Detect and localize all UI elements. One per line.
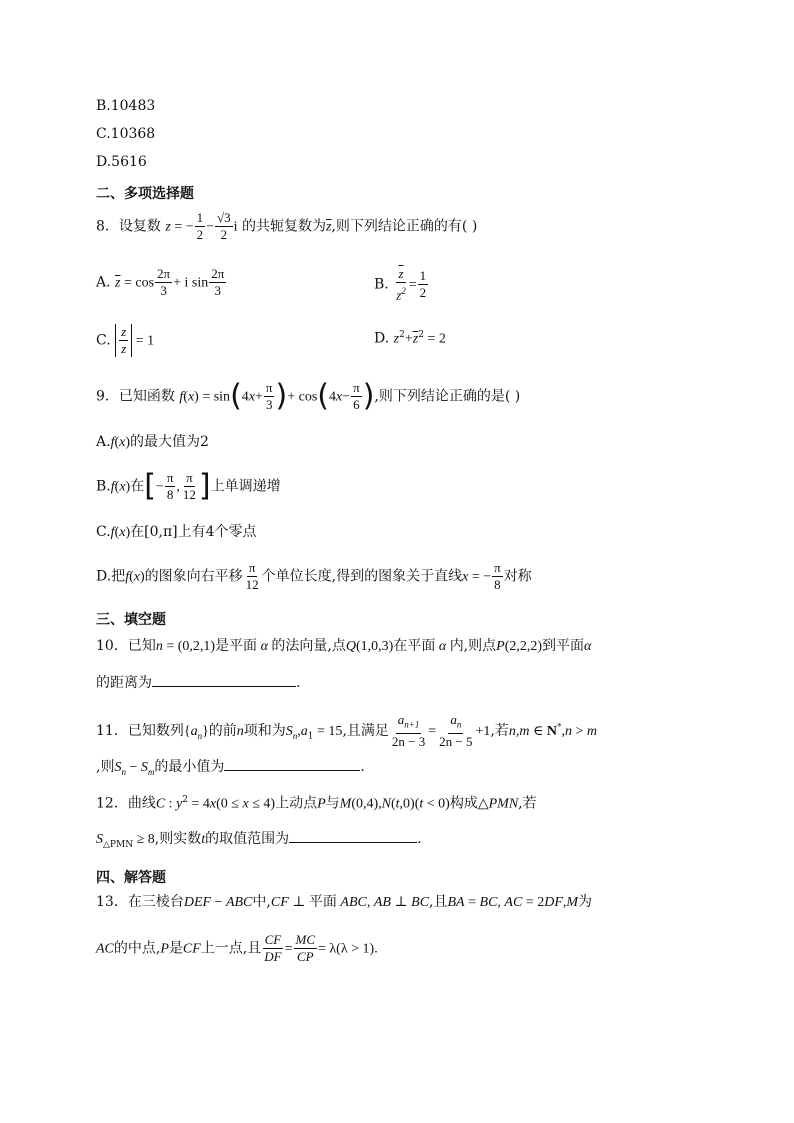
q13-text-line2-c: 上一点,且 <box>200 940 262 957</box>
q10-line1: 10．已知n = (0,2,1)是平面 α 的法向量,点Q(1,0,3)在平面 α 内,则点P(2,2,2)到平面α <box>96 638 592 654</box>
q13-line2: AC的中点,P是CF上一点,且 $\frac{CF}{DF}$ = $\frac{MC}{CP}$ = λ(λ > 1). <box>96 932 378 964</box>
q11-line2: ,则$S_n - S_m$的最小值为 . <box>96 756 365 782</box>
q9-option-a: A.f(x)的最大值为2 <box>96 434 209 450</box>
q7-option-c: C.10368 <box>96 126 156 142</box>
q13-text-b: 中, <box>252 894 271 910</box>
q8-option-c: C. $\frac{z}{z}$ = 1 <box>96 324 155 356</box>
section-heading-answer: 四、解答题 <box>96 870 166 886</box>
q11-answer-blank <box>224 756 360 771</box>
q9-option-d-mid2: 个单位长度,得到的图象关于直线 <box>261 568 463 585</box>
q12-text-c: 与 <box>325 795 340 812</box>
q9-option-c-text: 在[0,π]上有4个零点 <box>130 524 257 540</box>
q8-option-a: A. $\overline{z} = \cos$ $\frac{2\pi}{3}$ + i sin $\frac{2\pi}{3}$ <box>96 266 225 298</box>
q10-text-f: 到平面 <box>542 638 585 654</box>
q9-option-b-mid: 在 <box>130 478 145 495</box>
section-heading-fill-blank: 三、填空题 <box>96 612 166 628</box>
q9-option-a-text: 的最大值为2 <box>130 434 209 450</box>
q11-text-a: 11．已知数列 <box>96 722 184 739</box>
q8-text-b: ,则下列结论正确的有( ) <box>331 218 478 235</box>
q11-text-e: ,若 <box>490 722 509 739</box>
q12-text-d: 构成 <box>449 795 478 812</box>
q9-option-b: B.f(x)在[− $\frac{\pi}{8}$ , $\frac{\pi}{12}$ ]上单调递增 <box>96 468 281 504</box>
q7-option-b: B.10483 <box>96 98 156 114</box>
q9-option-c-label: C. <box>96 524 111 540</box>
q13-text-c: 平面 <box>308 894 337 910</box>
q8-option-a-label: A. <box>96 274 111 291</box>
q9-option-d-mid: 的图象向右平移 <box>144 568 243 585</box>
q10-answer-blank <box>152 672 296 687</box>
q11-text-d: ,且满足 <box>342 722 389 739</box>
q12-line1: 12．曲线C : $y^2 = 4x(0 \le x \le 4)$上动点P与M(0,4),N(t,0)(t < 0)构成△PMN,若 <box>96 795 537 812</box>
q10-text-b: 是平面 <box>215 638 258 654</box>
q9-option-c: C.f(x)在[0,π]上有4个零点 <box>96 524 257 540</box>
q8-option-d: D. $z^2+\overline{z}^2 = 2$ <box>374 330 446 347</box>
q12-line2: $S_{\triangle PMN} \ge 8$,则实数t的取值范围为 . <box>96 828 422 855</box>
q9-option-d-label: D.把 <box>96 568 126 585</box>
q8-option-d-label: D. <box>374 330 390 347</box>
q8-option-c-label: C. <box>96 332 111 349</box>
section-heading-multi-choice: 二、多项选择题 <box>96 186 194 202</box>
q13-text-e: 为 <box>578 894 593 910</box>
q10-text-e: 内,则点 <box>449 638 497 654</box>
q11-line1: 11．已知数列$\{a_n\}$的前n项和为$S_n,a_1 = 15$,且满足 $\frac{a_{n+1}}{2n - 3}$ = $\frac{a_n}{2n - 5}$ +1,若n,m ∈ N*,n > m <box>96 712 597 749</box>
q9-option-b-text: 上单调递增 <box>210 478 281 495</box>
q11-text-line2-a: ,则 <box>96 759 115 775</box>
q12-text-a: 12．曲线 <box>96 795 156 812</box>
q10-text-c: 的法向量,点 <box>271 638 346 654</box>
q12-text-e: ,若 <box>518 795 537 812</box>
q11-text-c: 项和为 <box>243 722 286 739</box>
q7-option-d: D.5616 <box>96 154 147 170</box>
q12-text-b: 上动点 <box>275 795 318 812</box>
q10-text-d: 在平面 <box>393 638 436 654</box>
q9-option-d: D.把f(x)的图象向右平移 $\frac{\pi}{12}$ 个单位长度,得到的图象关于直线x = − $\frac{\pi}{8}$ 对称 <box>96 560 532 592</box>
q9-option-d-text: 对称 <box>503 568 532 585</box>
q13-line1: 13．在三棱台DEF − ABC中,CF ⊥ 平面 ABC, AB ⊥ BC,且BA = BC, AC = 2DF,M为 <box>96 894 593 910</box>
q9-number: 9．已知函数 <box>96 388 175 405</box>
q10-text-line2: 的距离为 <box>96 675 152 691</box>
q12-answer-blank <box>289 828 417 843</box>
q8-text-a: 的共轭复数为 <box>242 218 327 235</box>
q9-option-a-label: A. <box>96 434 111 450</box>
q9-tail: ,则下列结论正确的是( ) <box>374 388 521 405</box>
q8-option-b: B. $\frac{\overline{z}}{z^2}$ = $\frac{1}{2}$ <box>374 266 427 303</box>
q13-text-line2-a: 的中点, <box>113 940 161 957</box>
q10-line2: 的距离为 . <box>96 672 300 693</box>
q13-text-d: ,且 <box>429 894 448 910</box>
q13-text-line2-b: 是 <box>168 940 183 957</box>
q12-text-line2-b: 的取值范围为 <box>205 831 290 847</box>
q10-text-a: 10．已知 <box>96 638 156 654</box>
q8-option-b-label: B. <box>374 276 389 293</box>
q11-text-line2-b: 的最小值为 <box>154 759 225 775</box>
q11-text-b: 的前 <box>208 722 237 739</box>
q8-number: 8．设复数 <box>96 218 161 235</box>
q13-text-a: 13．在三棱台 <box>96 894 184 910</box>
q9-stem: 9．已知函数 f(x) = sin(4x+ $\frac{\pi}{3}$ )+ cos(4x− $\frac{\pi}{6}$ ),则下列结论正确的是( ) <box>96 378 521 414</box>
q12-text-line2-a: ,则实数 <box>154 831 202 847</box>
q9-option-b-label: B. <box>96 478 111 495</box>
q8-stem: 8．设复数 z = − $\frac{1}{2}$ − $\frac{√3}{2}$ i 的共轭复数为$\overline{z}$,则下列结论正确的有( ) <box>96 210 478 242</box>
